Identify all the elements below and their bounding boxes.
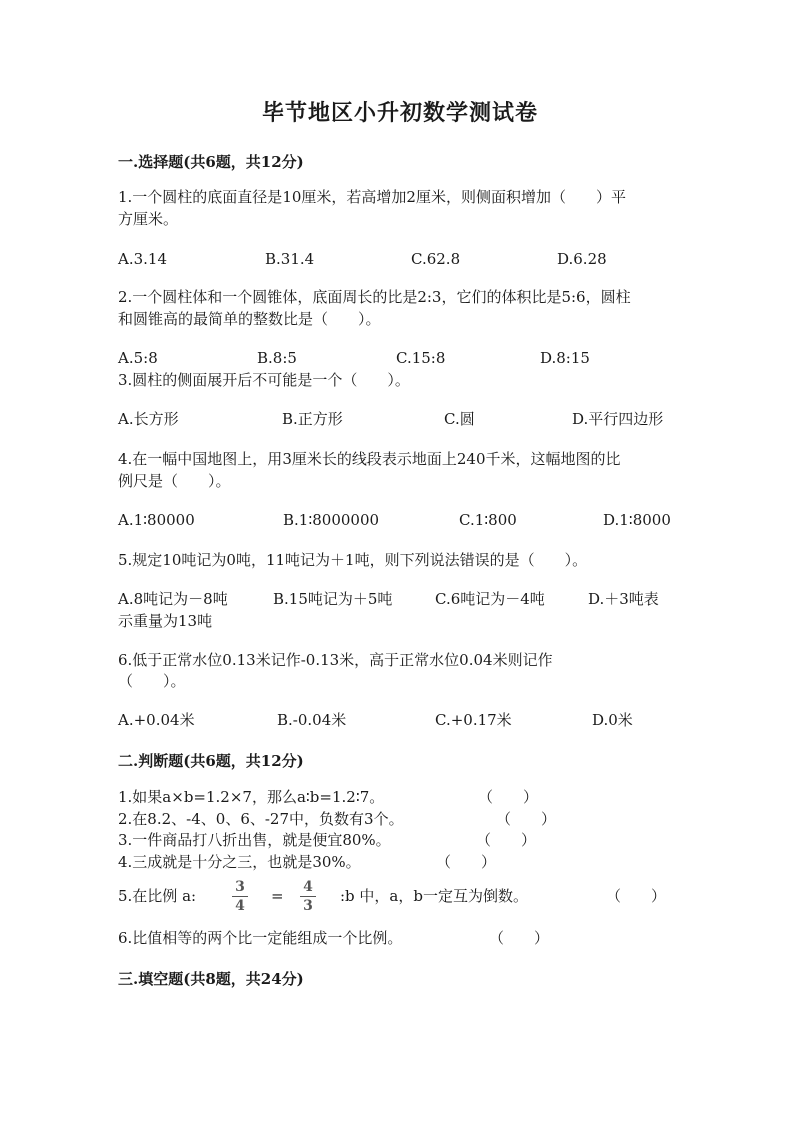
option-d: D.平行四边形 (572, 410, 664, 428)
option-d: D.＋3吨表 (588, 590, 659, 608)
option-b: B.15吨记为＋5吨 (273, 590, 393, 608)
answer-paren: （ ） (496, 810, 557, 828)
option-d: D.6.28 (557, 250, 607, 268)
fraction-denominator: 3 (303, 898, 313, 914)
fraction-numerator: 4 (300, 879, 316, 897)
option-d: D.0米 (592, 711, 633, 729)
question-text: 4.在一幅中国地图上，用3厘米长的线段表示地面上240千米，这幅地图的比 (118, 450, 621, 468)
option-c: C.6吨记为－4吨 (435, 590, 545, 608)
answer-paren: （ ） (606, 887, 667, 905)
option-b: B.8:5 (257, 349, 297, 367)
option-c: C.62.8 (411, 250, 461, 268)
judge-text-start: 5.在比例 a: (118, 887, 197, 905)
option-b: B.1∶8000000 (283, 511, 380, 529)
judge-text: 3.一件商品打八折出售，就是便宜80%。 (118, 831, 391, 849)
fraction-3-4 (232, 879, 248, 914)
option-c: C.+0.17米 (435, 711, 512, 729)
option-a: A.长方形 (118, 410, 179, 428)
answer-paren: （ ） (478, 788, 539, 806)
option-c: C.圆 (444, 410, 475, 428)
option-c: C.15:8 (396, 349, 446, 367)
answer-paren: （ ） (436, 853, 497, 871)
option-a: A.+0.04米 (118, 711, 195, 729)
judge-text: 4.三成就是十分之三，也就是30%。 (118, 853, 361, 871)
equals-sign: = (271, 887, 284, 905)
question-text: 2.一个圆柱体和一个圆锥体，底面周长的比是2:3，它们的体积比是5:6，圆柱 (118, 288, 631, 306)
page-title: 毕节地区小升初数学测试卷 (261, 100, 538, 126)
option-a: A.3.14 (118, 250, 167, 268)
judge-text-end: :b 中，a，b一定互为倒数。 (340, 887, 528, 905)
option-b: B.-0.04米 (277, 711, 347, 729)
option-a: A.8吨记为－8吨 (118, 590, 228, 608)
question-text: （ ）。 (118, 672, 186, 690)
question-text: 6.低于正常水位0.13米记作-0.13米，高于正常水位0.04米则记作 (118, 651, 553, 669)
question-text: 1.一个圆柱的底面直径是10厘米，若高增加2厘米，则侧面积增加（ ）平 (118, 188, 626, 206)
option-d-continued: 示重量为13吨 (118, 612, 213, 630)
judge-text: 2.在8.2、-4、0、6、-27中，负数有3个。 (118, 810, 404, 828)
section-heading-judge: 二.判断题(共6题，共12分) (118, 752, 304, 770)
section-heading-choice: 一.选择题(共6题，共12分) (118, 153, 304, 171)
question-text: 5.规定10吨记为0吨，11吨记为＋1吨，则下列说法错误的是（ ）。 (118, 551, 588, 569)
fraction-numerator: 3 (232, 879, 248, 897)
option-c: C.1∶800 (459, 511, 517, 529)
answer-paren: （ ） (476, 831, 537, 849)
option-a: A.5:8 (118, 349, 158, 367)
option-d: D.1∶8000 (603, 511, 671, 529)
question-text: 方厘米。 (118, 210, 179, 228)
question-text: 例尺是（ ）。 (118, 472, 231, 490)
option-b: B.31.4 (265, 250, 315, 268)
judge-text: 6.比值相等的两个比一定能组成一个比例。 (118, 929, 403, 947)
option-b: B.正方形 (282, 410, 343, 428)
fraction-4-3 (300, 879, 316, 914)
option-d: D.8:15 (540, 349, 590, 367)
answer-paren: （ ） (489, 929, 550, 947)
question-text: 3.圆柱的侧面展开后不可能是一个（ ）。 (118, 371, 410, 389)
question-text: 和圆锥高的最简单的整数比是（ ）。 (118, 310, 381, 328)
fraction-denominator: 4 (235, 898, 245, 914)
judge-text: 1.如果a×b=1.2×7，那么a∶b=1.2∶7。 (118, 788, 385, 806)
option-a: A.1∶80000 (118, 511, 195, 529)
section-heading-fill: 三.填空题(共8题，共24分) (118, 970, 304, 988)
